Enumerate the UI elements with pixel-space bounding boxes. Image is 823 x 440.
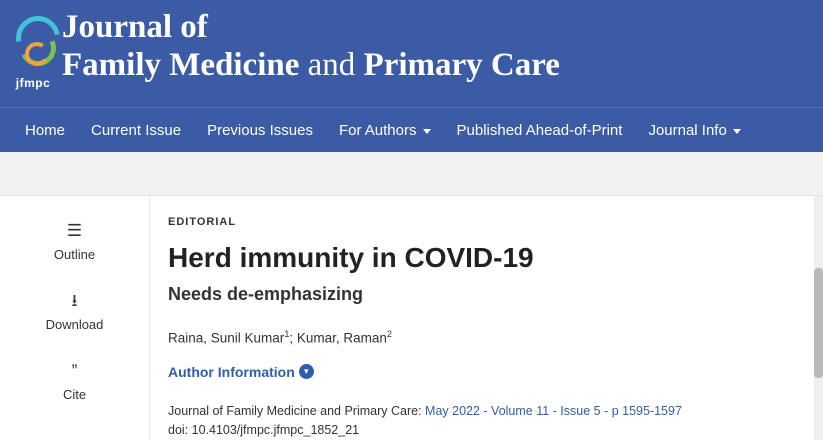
quote-icon: ” (71, 361, 78, 380)
article-body (150, 196, 823, 440)
download-icon: ⭳ (71, 291, 78, 310)
journal-title-line-2 (62, 48, 762, 84)
scrollbar-thumb[interactable] (814, 268, 823, 378)
article-source-journal: Journal of Family Medicine and Primary Care: (168, 403, 426, 418)
tool-cite-label: Cite (62, 387, 87, 402)
page-title: Herd immunity in COVID-19 (168, 242, 534, 273)
journal-title-part-a: Family Medicine (62, 46, 308, 83)
chevron-down-icon (733, 129, 741, 134)
logo-swirl-icon (14, 16, 52, 74)
nav-item-label: For Authors (338, 121, 417, 139)
nav-item-previous-issues[interactable] (194, 108, 326, 153)
outline-icon: ☰ (66, 221, 83, 240)
breadcrumb-bar (0, 152, 823, 196)
article-subtitle: Needs de-emphasizing (168, 284, 364, 305)
nav-item-label: Current Issue (91, 121, 182, 139)
nav-item-label: Journal Info (648, 121, 727, 139)
author-name-2: ; Kumar, Raman (289, 330, 387, 346)
article-doi: doi: 10.4103/jfmpc.jfmpc_1852_21 (168, 422, 360, 437)
journal-title-and: and (307, 46, 356, 83)
main-navigation (0, 107, 823, 152)
tool-download-label: Download (45, 317, 104, 332)
journal-logo[interactable] (12, 8, 54, 98)
tool-cite[interactable] (0, 360, 149, 404)
logo-letters: jfmpc (15, 76, 51, 90)
author-affiliation-marker-1: 1 (284, 329, 290, 340)
journal-title (62, 10, 762, 83)
tool-outline[interactable] (0, 220, 149, 264)
journal-title-part-b: Primary Care (355, 46, 560, 83)
chevron-down-icon[interactable]: ▾ (299, 364, 314, 379)
tool-download[interactable] (0, 290, 149, 334)
author-information-toggle[interactable] (168, 364, 799, 380)
article-tools-sidebar (0, 196, 150, 440)
site-masthead (0, 0, 823, 107)
author-name-1: Raina, Sunil Kumar (168, 330, 285, 346)
article-issue-link[interactable]: May 2022 - Volume 11 - Issue 5 - p 1595-1597 (425, 403, 682, 418)
nav-item-published-ahead-of-print[interactable] (444, 108, 636, 153)
nav-item-label: Published Ahead-of-Print (456, 121, 623, 139)
author-affiliation-marker-2: 2 (386, 329, 392, 340)
nav-item-home[interactable] (12, 108, 78, 153)
nav-item-current-issue[interactable] (78, 108, 194, 153)
author-information-label[interactable]: Author Information (168, 363, 295, 380)
page-content (0, 196, 823, 440)
article-authors (168, 329, 799, 346)
nav-item-for-authors[interactable] (326, 108, 444, 153)
tool-outline-label: Outline (53, 247, 96, 262)
nav-item-journal-info[interactable] (635, 108, 753, 153)
journal-title-line-1: Journal of (62, 9, 208, 45)
page-scrollbar[interactable] (814, 196, 823, 440)
nav-item-label: Previous Issues (207, 121, 313, 139)
nav-item-label: Home (25, 121, 66, 139)
article-type-kicker: EDITORIAL (168, 216, 237, 228)
chevron-down-icon (423, 129, 431, 134)
article-source (168, 404, 799, 418)
